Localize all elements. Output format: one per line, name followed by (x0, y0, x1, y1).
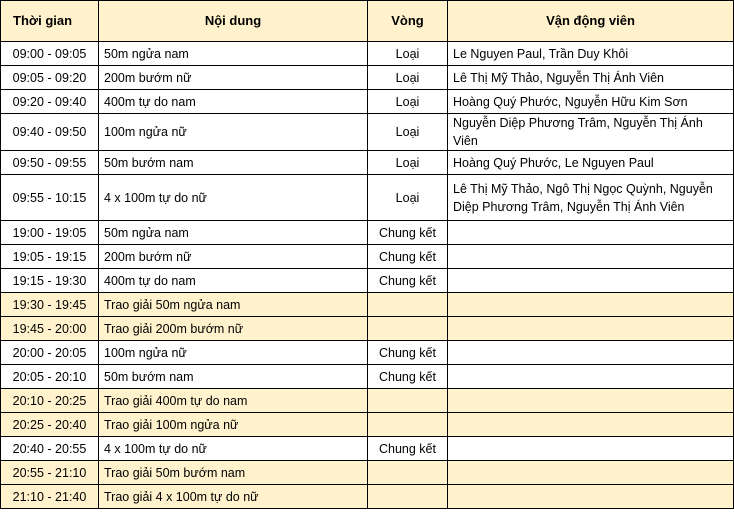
event-cell: 400m tự do nam (99, 269, 368, 293)
athletes-cell (448, 221, 734, 245)
table-row (1, 114, 734, 151)
round-cell (368, 485, 448, 509)
time-cell: 20:25 - 20:40 (1, 413, 99, 437)
table-row (1, 90, 734, 114)
athletes-cell (448, 341, 734, 365)
event-cell: Trao giải 200m bướm nữ (99, 317, 368, 341)
time-cell: 21:10 - 21:40 (1, 485, 99, 509)
time-cell: 20:00 - 20:05 (1, 341, 99, 365)
athletes-cell (448, 365, 734, 389)
athletes-cell (448, 437, 734, 461)
award-row (1, 461, 734, 485)
event-cell: Trao giải 50m ngửa nam (99, 293, 368, 317)
time-cell: 20:40 - 20:55 (1, 437, 99, 461)
event-cell: 50m bướm nam (99, 365, 368, 389)
table-row (1, 175, 734, 221)
round-cell: Chung kết (368, 269, 448, 293)
round-cell: Chung kết (368, 221, 448, 245)
athletes-cell (448, 317, 734, 341)
event-cell: 50m bướm nam (99, 151, 368, 175)
round-cell: Chung kết (368, 365, 448, 389)
time-cell: 20:05 - 20:10 (1, 365, 99, 389)
time-cell: 19:30 - 19:45 (1, 293, 99, 317)
time-cell: 20:55 - 21:10 (1, 461, 99, 485)
athletes-cell: Lê Thị Mỹ Thảo, Nguyễn Thị Ánh Viên (448, 66, 734, 90)
round-cell: Chung kết (368, 341, 448, 365)
event-cell: Trao giải 50m bướm nam (99, 461, 368, 485)
athletes-cell: Lê Thị Mỹ Thảo, Ngô Thị Ngọc Quỳnh, Nguyễn Diệp Phương Trâm, Nguyễn Thị Ánh Viên (448, 175, 734, 221)
award-row (1, 317, 734, 341)
time-cell: 19:00 - 19:05 (1, 221, 99, 245)
time-cell: 20:10 - 20:25 (1, 389, 99, 413)
time-cell: 19:45 - 20:00 (1, 317, 99, 341)
event-cell: Trao giải 100m ngửa nữ (99, 413, 368, 437)
award-row (1, 293, 734, 317)
round-cell: Loại (368, 42, 448, 66)
athletes-cell: Le Nguyen Paul, Trần Duy Khôi (448, 42, 734, 66)
time-cell: 09:00 - 09:05 (1, 42, 99, 66)
table-row (1, 42, 734, 66)
athletes-cell (448, 245, 734, 269)
round-cell (368, 389, 448, 413)
time-cell: 19:05 - 19:15 (1, 245, 99, 269)
table-row (1, 365, 734, 389)
athletes-cell: Nguyễn Diệp Phương Trâm, Nguyễn Thị Ánh Viên (448, 114, 734, 151)
round-cell: Chung kết (368, 437, 448, 461)
time-cell: 09:50 - 09:55 (1, 151, 99, 175)
table-row (1, 437, 734, 461)
event-cell: 200m bướm nữ (99, 66, 368, 90)
round-cell: Loại (368, 114, 448, 151)
award-row (1, 389, 734, 413)
round-cell: Loại (368, 175, 448, 221)
event-cell: 400m tự do nam (99, 90, 368, 114)
round-cell (368, 293, 448, 317)
event-cell: Trao giải 400m tự do nam (99, 389, 368, 413)
athletes-cell: Hoàng Quý Phước, Nguyễn Hữu Kim Sơn (448, 90, 734, 114)
round-cell: Chung kết (368, 245, 448, 269)
header-row (1, 1, 734, 42)
table-row (1, 221, 734, 245)
time-cell: 09:40 - 09:50 (1, 114, 99, 151)
event-cell: 200m bướm nữ (99, 245, 368, 269)
athletes-cell (448, 485, 734, 509)
round-cell: Loại (368, 66, 448, 90)
round-cell (368, 317, 448, 341)
time-cell: 19:15 - 19:30 (1, 269, 99, 293)
event-cell: 100m ngửa nữ (99, 341, 368, 365)
table-row (1, 66, 734, 90)
table-row (1, 245, 734, 269)
table-row (1, 269, 734, 293)
athletes-cell: Hoàng Quý Phước, Le Nguyen Paul (448, 151, 734, 175)
round-cell (368, 461, 448, 485)
schedule-body (1, 42, 734, 509)
event-cell: 4 x 100m tự do nữ (99, 175, 368, 221)
table-row (1, 341, 734, 365)
time-cell: 09:05 - 09:20 (1, 66, 99, 90)
time-cell: 09:55 - 10:15 (1, 175, 99, 221)
round-cell: Loại (368, 90, 448, 114)
event-cell: 4 x 100m tự do nữ (99, 437, 368, 461)
event-cell: 100m ngửa nữ (99, 114, 368, 151)
award-row (1, 413, 734, 437)
round-cell (368, 413, 448, 437)
header-round: Vòng (368, 1, 448, 42)
award-row (1, 485, 734, 509)
header-time: Thời gian (1, 1, 99, 42)
time-cell: 09:20 - 09:40 (1, 90, 99, 114)
event-cell: 50m ngửa nam (99, 221, 368, 245)
athletes-cell (448, 413, 734, 437)
athletes-cell (448, 269, 734, 293)
header-event: Nội dung (99, 1, 368, 42)
event-cell: Trao giải 4 x 100m tự do nữ (99, 485, 368, 509)
athletes-cell (448, 293, 734, 317)
table-row (1, 151, 734, 175)
round-cell: Loại (368, 151, 448, 175)
header-athletes: Vận động viên (448, 1, 734, 42)
athletes-cell (448, 461, 734, 485)
athletes-cell (448, 389, 734, 413)
event-cell: 50m ngửa nam (99, 42, 368, 66)
